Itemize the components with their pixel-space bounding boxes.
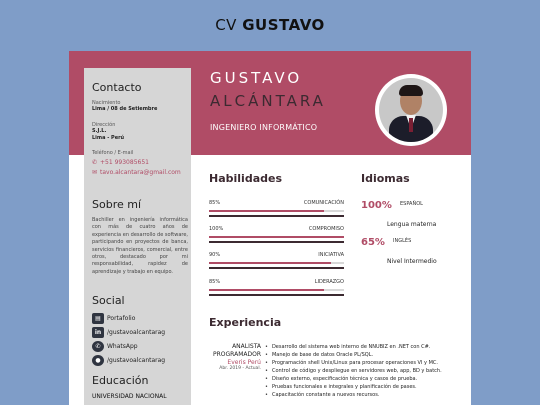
about-section — [92, 198, 188, 276]
phone-link[interactable] — [92, 159, 188, 166]
phone-email-label: Teléfono / E-mail — [92, 150, 134, 156]
briefcase-icon: ▤ — [92, 313, 104, 324]
skill-bar-fill — [209, 236, 344, 238]
skill-bar-base — [209, 215, 344, 217]
language-item — [361, 200, 461, 228]
education-heading: Educación — [92, 374, 149, 387]
language-level: Lengua materna — [387, 221, 437, 228]
language-level: Nivel Intermedio — [387, 258, 437, 265]
contact-heading: Contacto — [92, 81, 142, 94]
skills-heading: Habilidades — [209, 172, 282, 185]
skill-name: INICIATIVA — [318, 252, 344, 258]
about-heading: Sobre mí — [92, 198, 142, 211]
position-title-2: PROGRAMADOR — [213, 351, 261, 358]
page-title-name: GUSTAVO — [242, 16, 325, 34]
skill-name: LIDERAZGO — [314, 279, 344, 285]
social-item-github[interactable] — [92, 355, 188, 366]
social-label: /gustavoalcantarag — [107, 357, 166, 364]
experience-bullets — [265, 343, 470, 399]
skill-item — [209, 279, 344, 296]
address-line1: S.J.L. — [92, 128, 107, 134]
contact-section — [92, 81, 188, 176]
company-name: Everis Perú — [227, 359, 261, 366]
skill-percent: 85% — [209, 279, 221, 285]
skill-bar-base — [209, 267, 344, 269]
page-title-prefix: CV — [215, 16, 237, 34]
skill-bar-fill — [209, 289, 324, 291]
language-percent: 65% — [361, 237, 385, 248]
github-icon: ● — [92, 355, 104, 366]
list-item: • Capacitación constante a nuevos recursos. — [265, 391, 470, 399]
whatsapp-icon: ✆ — [92, 341, 104, 352]
education-section — [92, 374, 188, 400]
first-name: GUSTAVO — [210, 69, 303, 87]
skill-item — [209, 200, 344, 217]
skill-percent: 85% — [209, 200, 221, 206]
language-percent: 100% — [361, 200, 392, 211]
birth-value: Lima / 08 de Setiembre — [92, 106, 158, 112]
skill-name: COMPROMISO — [308, 226, 344, 232]
phone-value: +51 993085651 — [100, 159, 149, 166]
skill-item — [209, 252, 344, 269]
language-name: INGLÉS — [393, 238, 412, 244]
education-school: UNIVERSIDAD NACIONAL — [92, 393, 167, 400]
social-item-linkedin[interactable] — [92, 327, 188, 338]
social-item-whatsapp[interactable] — [92, 341, 188, 352]
languages-heading: Idiomas — [361, 172, 410, 185]
profile-photo-frame — [375, 74, 447, 146]
skill-percent: 100% — [209, 226, 224, 232]
list-item: • Diseño externo, especificación técnica y casos de prueba. — [265, 375, 470, 383]
phone-icon: ✆ — [92, 159, 98, 166]
header-role: INGENIERO INFORMÁTICO — [210, 123, 318, 132]
cv-sheet — [69, 51, 471, 405]
email-link[interactable] — [92, 169, 188, 176]
list-item: • Control de código y despliegue en servidores web, app, BD y batch. — [265, 367, 470, 375]
language-item — [361, 237, 461, 265]
about-text: Bachiller en ingeniería informática con más de cuatro años de experiencia en desarrollo de software, participando en proyectos de banca, servicios financieros, comercial, entre otros, destacado por mi responsabilidad, rapidez de aprendizaje y trabajo en equipo. — [92, 217, 188, 275]
skill-bar-fill — [209, 262, 331, 264]
list-item: • Pruebas funcionales e integrales y planificación de pases. — [265, 383, 470, 391]
birth-label: Nacimiento — [92, 100, 121, 106]
list-item: • Programación shell Unix/Linux para procesar operaciones VI y MC. — [265, 359, 470, 367]
address-line2: Lima - Perú — [92, 135, 125, 141]
skill-bar-base — [209, 241, 344, 243]
skill-bar-fill — [209, 210, 324, 212]
address-label: Dirección — [92, 122, 116, 128]
social-label: Portafolio — [107, 315, 136, 322]
list-item: • Desarrollo del sistema web interno de NNUBIZ en .NET con C#. — [265, 343, 470, 351]
position-date: Abr. 2019 - Actual. — [219, 366, 261, 371]
last-name: ALCÁNTARA — [210, 92, 326, 110]
list-item: • Manejo de base de datos Oracle PL/SQL. — [265, 351, 470, 359]
social-heading: Social — [92, 294, 125, 307]
page-title — [0, 16, 540, 34]
skill-percent: 90% — [209, 252, 221, 258]
social-section — [92, 294, 188, 369]
header-name — [210, 67, 326, 113]
social-item-portfolio[interactable] — [92, 313, 188, 324]
email-value: tavo.alcantara@gmail.com — [100, 169, 181, 176]
skill-name: COMUNICACIÓN — [303, 200, 344, 206]
linkedin-icon: in — [92, 327, 104, 338]
position-title-1: ANALISTA — [232, 343, 261, 350]
envelope-icon: ✉ — [92, 169, 98, 176]
social-label: WhatsApp — [107, 343, 138, 350]
language-name: ESPAÑOL — [400, 201, 423, 207]
experience-position — [195, 343, 261, 371]
social-label: /gustavoalcantarag — [107, 329, 166, 336]
profile-photo — [379, 78, 443, 142]
experience-heading: Experiencia — [209, 316, 282, 329]
skill-bar-base — [209, 294, 344, 296]
skill-item — [209, 226, 344, 243]
